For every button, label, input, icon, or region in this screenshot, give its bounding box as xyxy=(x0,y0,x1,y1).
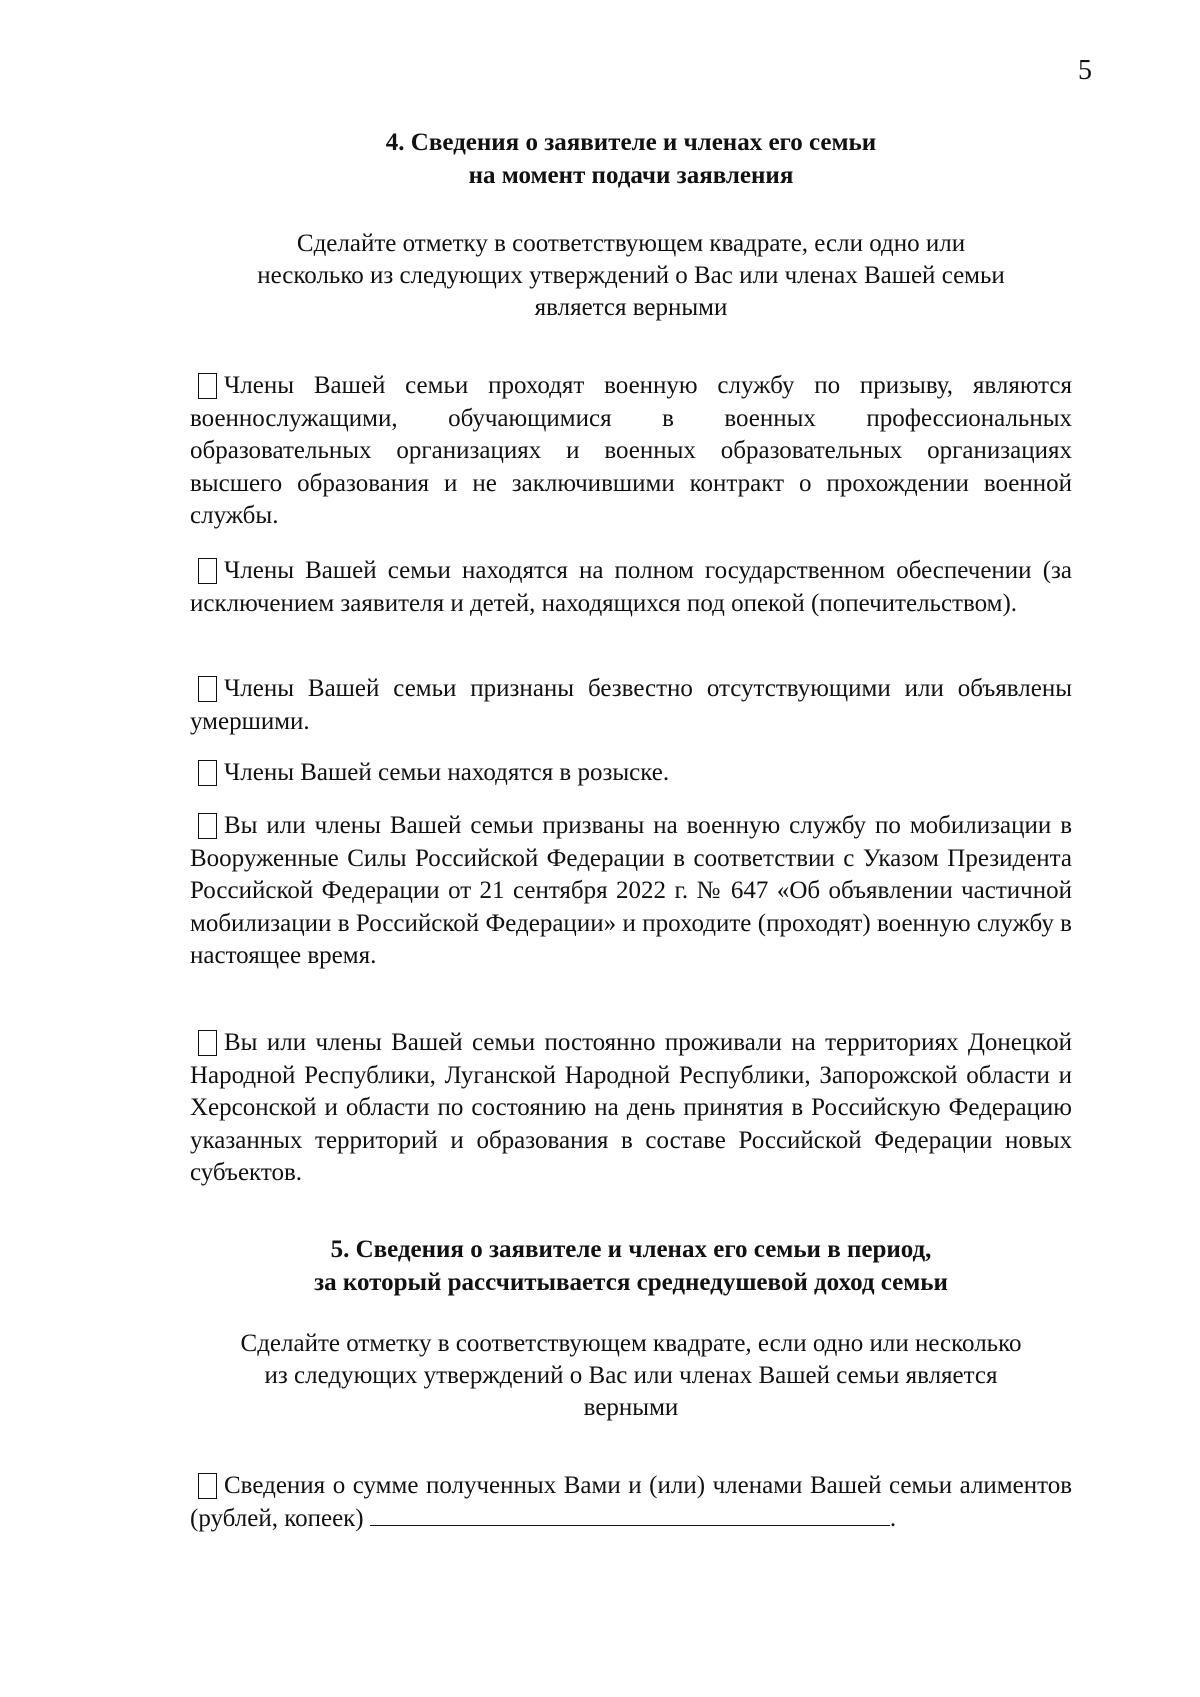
statement-wanted-checkbox[interactable] xyxy=(198,760,217,786)
section-4-title xyxy=(190,126,1072,192)
statement-alimony xyxy=(190,1470,1072,1535)
statement-mobilization xyxy=(190,810,1072,973)
statement-mobilization-checkbox[interactable] xyxy=(198,813,217,839)
statement-wanted-text: Члены Вашей семьи находятся в розыске. xyxy=(224,759,670,786)
statement-missing-deceased-checkbox[interactable] xyxy=(198,676,217,702)
statement-missing-deceased-text: Члены Вашей семьи признаны безвестно отсутствующими или объявлены умершими. xyxy=(190,675,1072,735)
statement-alimony-checkbox[interactable] xyxy=(198,1473,217,1499)
statement-new-territories-text: Вы или члены Вашей семьи постоянно проживали на территориях Донецкой Народной Республики, Луганской Народной Республики, Запорожской области и Херсонской и области по состоянию на день принятия в Российскую Федерацию указанных территорий и образования в составе Российской Федерации новых субъектов. xyxy=(190,1029,1072,1186)
alimony-end-period: . xyxy=(889,1504,897,1532)
statement-alimony-text: Сведения о сумме полученных Вами и (или) членами Вашей семьи алиментов (рублей, копеек) xyxy=(190,1472,1072,1532)
section-5-title xyxy=(190,1233,1072,1299)
statement-state-support-checkbox[interactable] xyxy=(198,558,217,584)
section-5-title-line-1: 5. Сведения о заявителе и членах его семьи в период, xyxy=(330,1236,932,1263)
statement-wanted xyxy=(190,757,1072,790)
statement-military-service-checkbox[interactable] xyxy=(198,373,217,399)
section-5-instruction-line-3: верными xyxy=(583,1394,679,1421)
statement-mobilization-text: Вы или члены Вашей семьи призваны на военную службу по мобилизации в Вооруженные Силы Российской Федерации в соответствии с Указом Президента Российской Федерации от 21 сентября 2022 г. № 647 «Об объявлении частичной мобилизации в Российской Федерации» и проходите (проходят) военную службу в настоящее время. xyxy=(190,812,1072,969)
statement-missing-deceased xyxy=(190,673,1072,738)
section-5-title-line-2: за который рассчитывается среднедушевой доход семьи xyxy=(314,1269,948,1296)
statement-new-territories xyxy=(190,1027,1072,1190)
section-4-title-line-2: на момент подачи заявления xyxy=(468,162,794,189)
statement-military-service-text: Члены Вашей семьи проходят военную службу по призыву, являются военнослужащими, обучающимися в военных профессиональных образовательных организациях и военных образовательных организациях высшего образования и не заключившими контракт о прохождении военной службы. xyxy=(190,372,1072,529)
page-number: 5 xyxy=(1078,55,1092,86)
section-4-instruction-line-2: несколько из следующих утверждений о Вас или членах Вашей семьи xyxy=(257,262,1005,289)
section-4-instruction-line-1: Сделайте отметку в соответствующем квадрате, если одно или xyxy=(296,230,966,257)
section-4-instruction xyxy=(190,228,1072,324)
section-4-title-line-1: 4. Сведения о заявителе и членах его семьи xyxy=(385,129,877,156)
section-5-instruction-line-2: из следующих утверждений о Вас или членах Вашей семьи является xyxy=(264,1362,998,1389)
section-5-instruction xyxy=(190,1328,1072,1424)
statement-state-support xyxy=(190,555,1072,620)
alimony-amount-field[interactable] xyxy=(370,1503,890,1526)
statement-new-territories-checkbox[interactable] xyxy=(198,1030,217,1056)
section-5-instruction-line-1: Сделайте отметку в соответствующем квадрате, если одно или несколько xyxy=(240,1330,1022,1357)
statement-military-service xyxy=(190,370,1072,533)
section-4-instruction-line-3: является верными xyxy=(534,294,728,321)
statement-state-support-text: Члены Вашей семьи находятся на полном государственном обеспечении (за исключением заявителя и детей, находящихся под опекой (попечительством). xyxy=(190,557,1072,617)
